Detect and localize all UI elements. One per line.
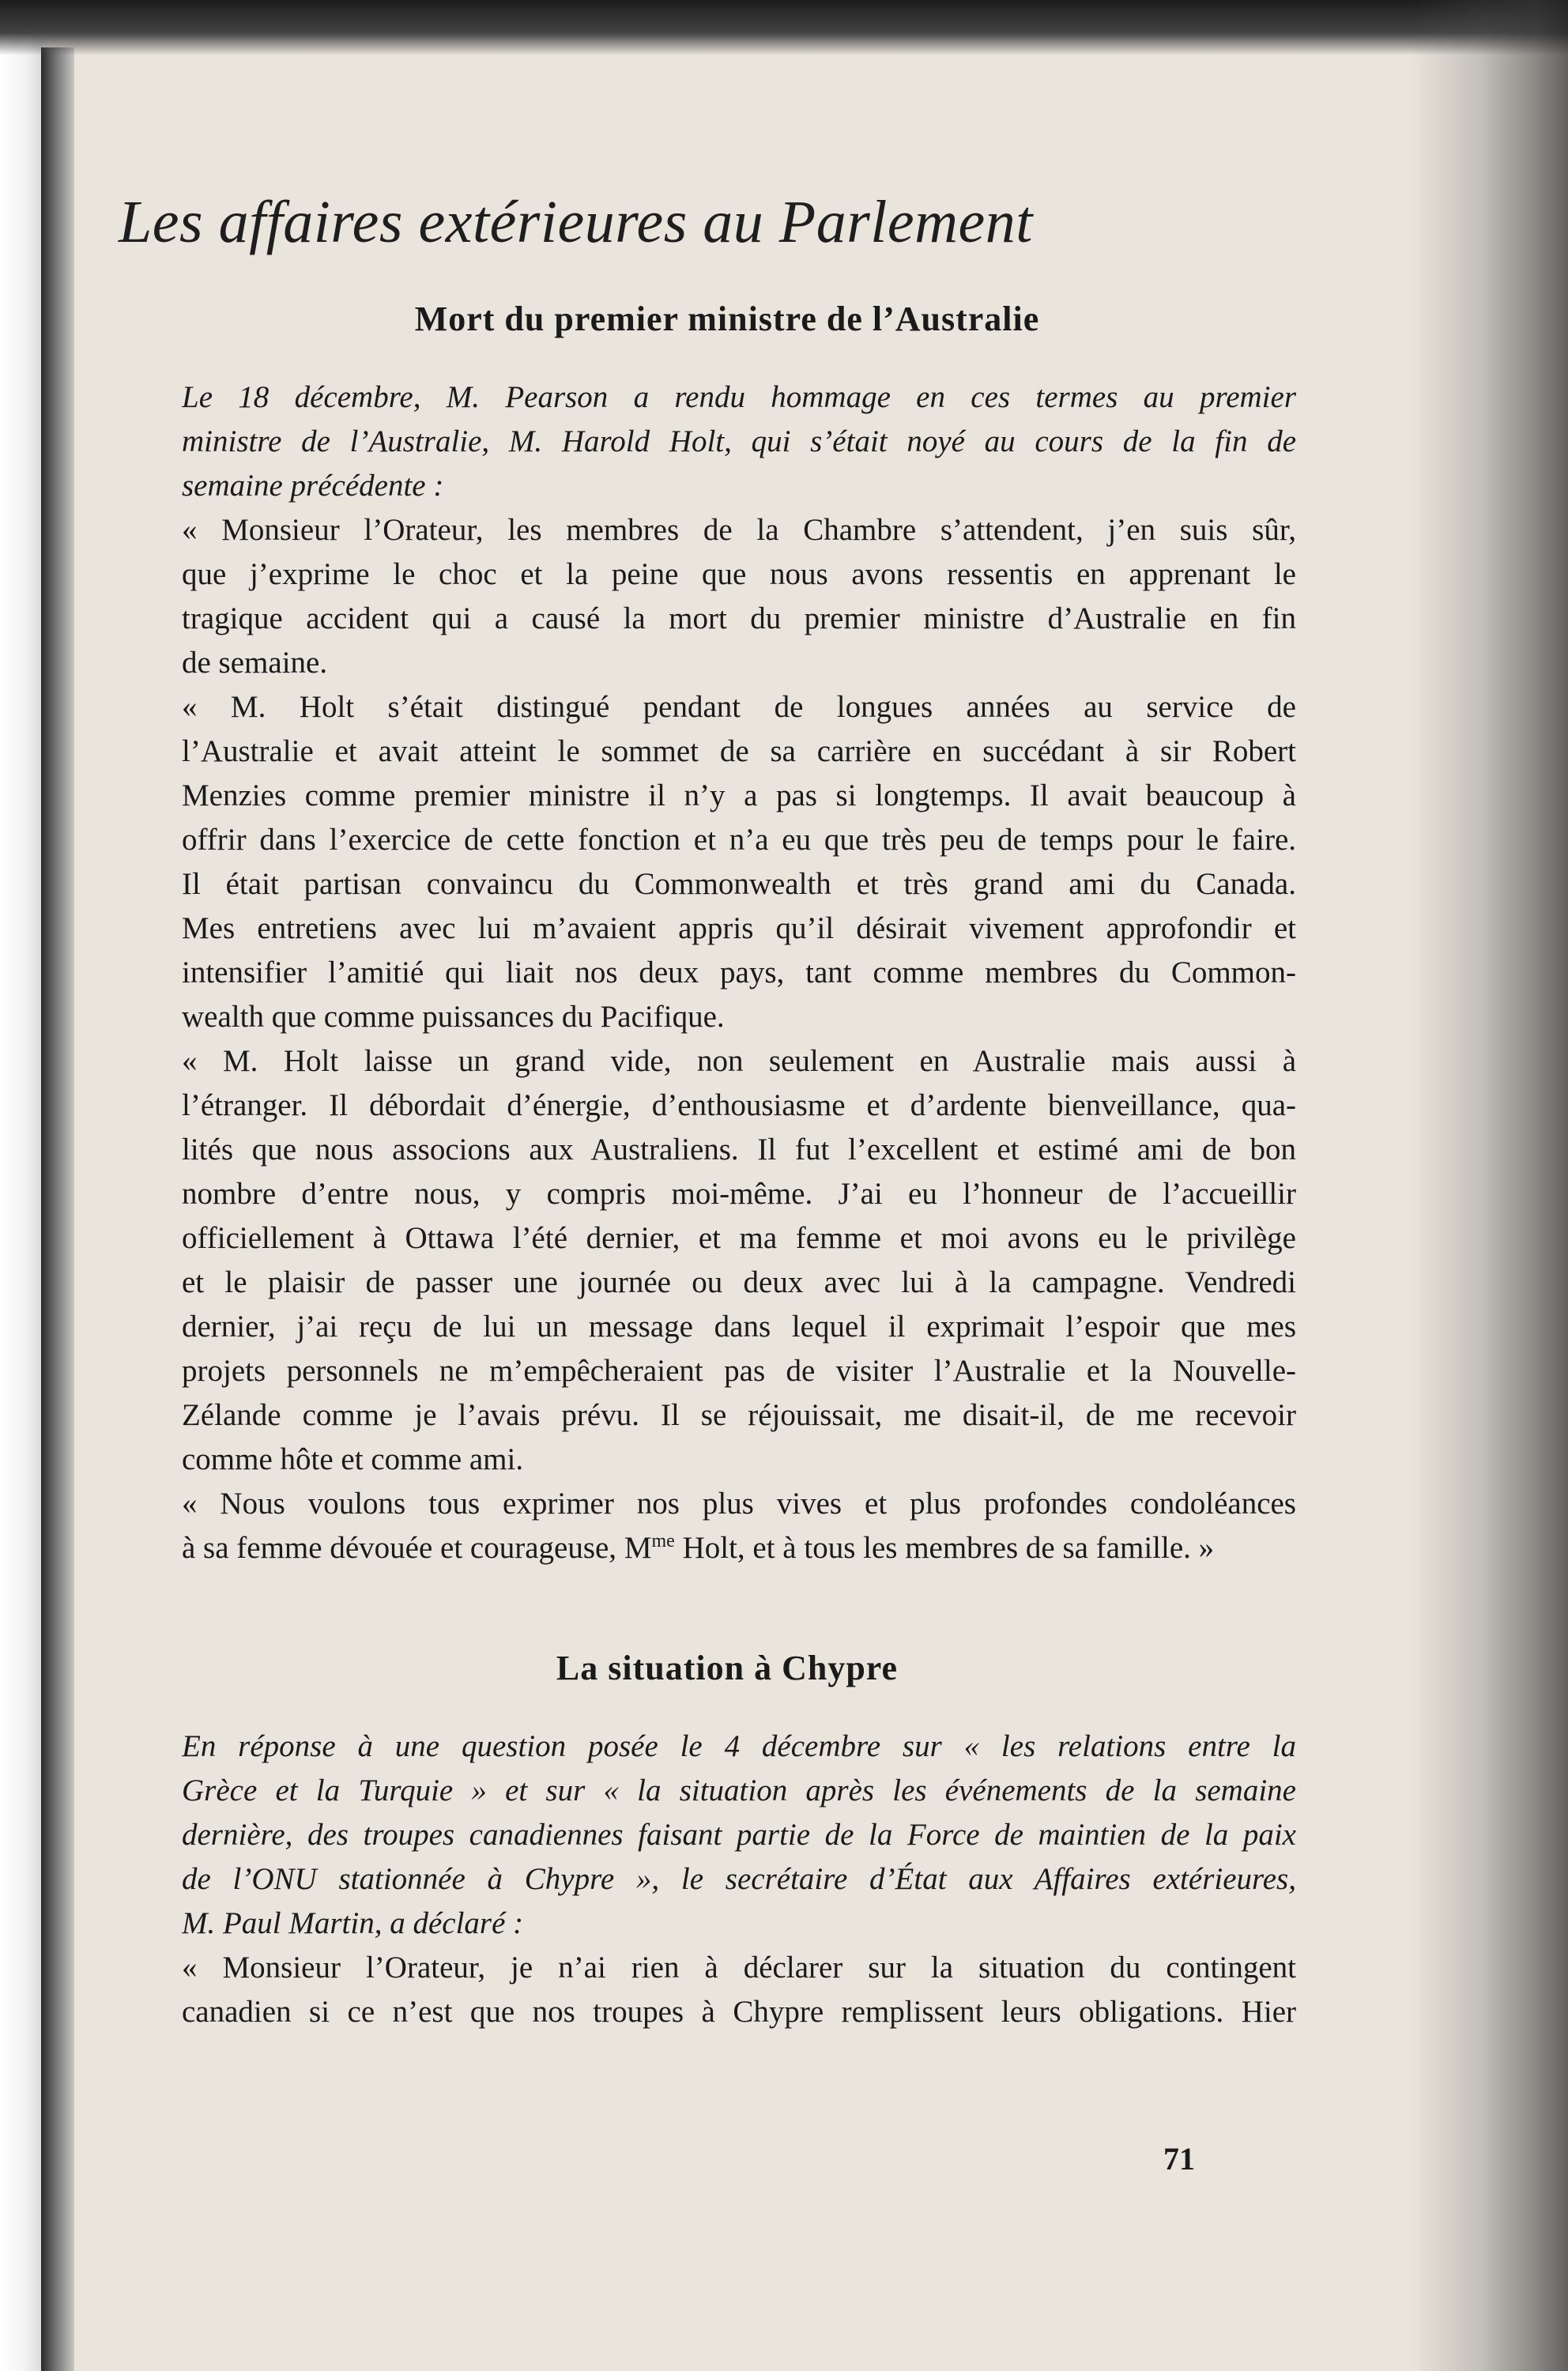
- text-line: ministre de l’Australie, M. Harold Holt, qui s’était noyé au cours de la fin de: [182, 424, 1296, 458]
- text-line: semaine précédente :: [182, 469, 444, 503]
- right-page-shadow: [1410, 0, 1568, 2371]
- page-number: 71: [1163, 2141, 1195, 2177]
- text-line: Il était partisan convaincu du Commonwealth et très grand ami du Canada.: [182, 867, 1296, 901]
- text-line: wealth que comme puissances du Pacifique.: [182, 1000, 725, 1034]
- text-line: Menzies comme premier ministre il n’y a pas si longtemps. Il avait beaucoup à: [182, 778, 1296, 812]
- text-line: En réponse à une question posée le 4 décembre sur « les relations entre la: [182, 1729, 1296, 1763]
- text-line: de semaine.: [182, 646, 328, 680]
- text-line: dernière, des troupes canadiennes faisant partie de la Force de maintien de la paix: [182, 1818, 1296, 1852]
- text-line: lités que nous associons aux Australiens. Il fut l’excellent et estimé ami de bon: [182, 1133, 1296, 1167]
- section-body-cyprus: [182, 1725, 1296, 2034]
- text-line: « Monsieur l’Orateur, les membres de la Chambre s’attendent, j’en suis sûr,: [182, 513, 1296, 547]
- text-line-final: [182, 1526, 1296, 1570]
- superscript: me: [651, 1531, 675, 1551]
- text-line: « Nous voulons tous exprimer nos plus vives et plus profondes condoléances: [182, 1487, 1296, 1521]
- section-title-cyprus: La situation à Chypre: [556, 1649, 899, 1687]
- text-line: de l’ONU stationnée à Chypre », le secrétaire d’État aux Affaires extérieures,: [182, 1862, 1296, 1896]
- previous-page-edge: [0, 0, 43, 2371]
- text-line: canadien si ce n’est que nos troupes à Chypre remplissent leurs obligations. Hier: [182, 1995, 1296, 2029]
- text-line: Mes entretiens avec lui m’avaient appris qu’il désirait vivement approfondir et: [182, 911, 1296, 945]
- text-line: et le plaisir de passer une journée ou deux avec lui à la campagne. Vendredi: [182, 1265, 1296, 1299]
- text-line: M. Paul Martin, a déclaré :: [182, 1906, 524, 1940]
- section-body-australia: [182, 375, 1296, 1570]
- text-line: l’étranger. Il débordait d’énergie, d’enthousiasme et d’ardente bienveillance, qua-: [182, 1088, 1296, 1122]
- text-line: officiellement à Ottawa l’été dernier, et ma femme et moi avons eu le privilège: [182, 1221, 1296, 1255]
- text-line: Grèce et la Turquie » et sur « la situation après les événements de la semaine: [182, 1774, 1296, 1807]
- text-line: que j’exprime le choc et la peine que nous avons ressentis en apprenant le: [182, 557, 1296, 591]
- section-title-australia: Mort du premier ministre de l’Australie: [414, 300, 1040, 338]
- text-line: projets personnels ne m’empêcheraient pas de visiter l’Australie et la Nouvelle-: [182, 1354, 1296, 1388]
- text-line: Zélande comme je l’avais prévu. Il se réjouissait, me disait-il, de me recevoir: [182, 1398, 1296, 1432]
- text-line: « Monsieur l’Orateur, je n’ai rien à déclarer sur la situation du contingent: [182, 1951, 1296, 1985]
- text-line: l’Australie et avait atteint le sommet de sa carrière en succédant à sir Robert: [182, 734, 1296, 768]
- text-line: nombre d’entre nous, y compris moi-même. J’ai eu l’honneur de l’accueillir: [182, 1177, 1296, 1211]
- text-line: « M. Holt laisse un grand vide, non seulement en Australie mais aussi à: [182, 1044, 1296, 1078]
- text-line: « M. Holt s’était distingué pendant de longues années au service de: [182, 690, 1296, 724]
- text-line: comme hôte et comme ami.: [182, 1442, 524, 1476]
- text-fragment: M: [616, 1531, 652, 1565]
- text-line: tragique accident qui a causé la mort du premier ministre d’Australie en fin: [182, 601, 1296, 635]
- text-fragment: à sa femme dévouée et courageuse,: [182, 1531, 617, 1565]
- book-binding: [41, 47, 74, 2371]
- running-head: Les affaires extérieures au Parlement: [119, 189, 1033, 255]
- text-fragment: Holt, et à tous les membres de sa famille. »: [674, 1531, 1215, 1565]
- document-page: [79, 0, 1415, 2371]
- text-line: Le 18 décembre, M. Pearson a rendu hommage en ces termes au premier: [182, 380, 1296, 414]
- text-line: intensifier l’amitié qui liait nos deux pays, tant comme membres du Common-: [182, 956, 1296, 989]
- text-line: dernier, j’ai reçu de lui un message dans lequel il exprimait l’espoir que mes: [182, 1310, 1296, 1344]
- text-line: offrir dans l’exercice de cette fonction et n’a eu que très peu de temps pour le faire.: [182, 823, 1296, 857]
